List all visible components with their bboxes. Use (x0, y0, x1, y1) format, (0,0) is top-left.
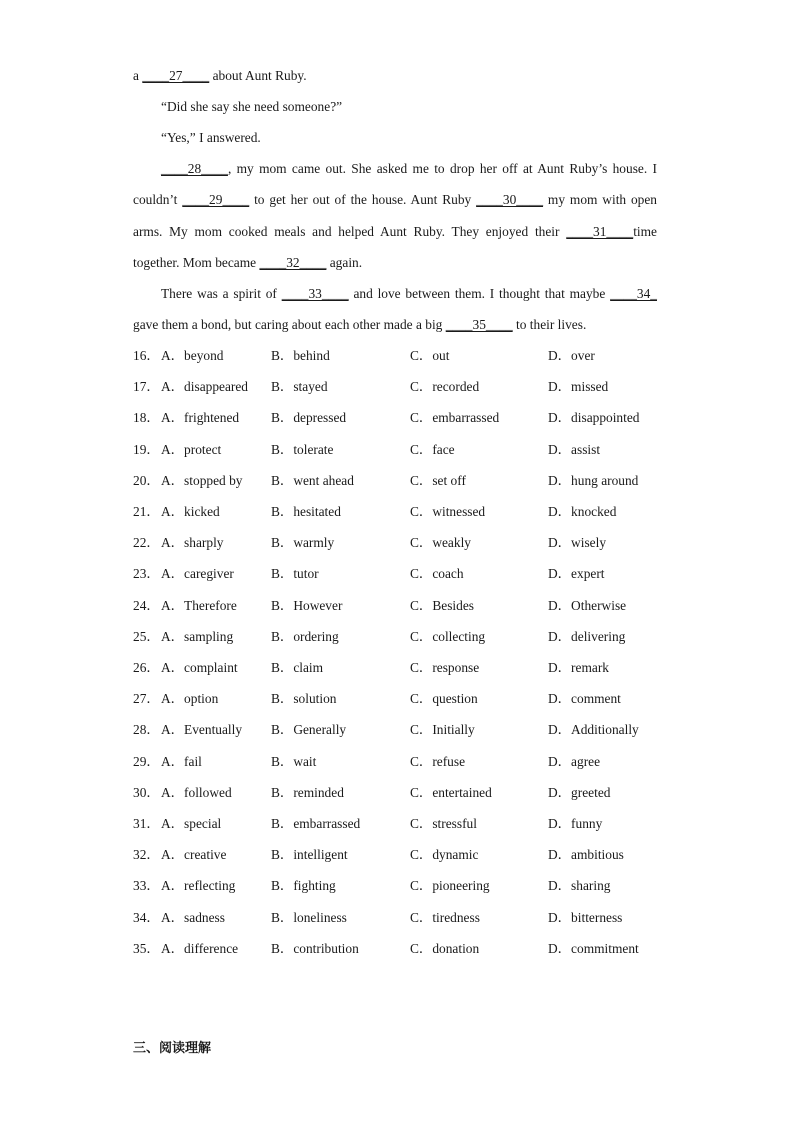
option-d[interactable]: D．delivering (548, 629, 626, 644)
section-heading: 三、阅读理解 (133, 1041, 212, 1056)
passage-text: together. Mom became (133, 255, 260, 270)
option-d[interactable]: D．disappointed (548, 410, 640, 425)
option-d[interactable]: D．Additionally (548, 722, 639, 737)
option-a[interactable]: A．sadness (161, 910, 225, 925)
option-a[interactable]: A．difference (161, 941, 239, 956)
option-d[interactable]: D．bitterness (548, 910, 623, 925)
option-b[interactable]: B．behind (271, 348, 330, 363)
option-b[interactable]: B．reminded (271, 785, 344, 800)
question-number: 18． (133, 410, 160, 425)
option-c[interactable]: C．out (410, 348, 450, 363)
option-d[interactable]: D．Otherwise (548, 598, 627, 613)
passage-text: my mom with open (543, 192, 658, 207)
option-b[interactable]: B．warmly (271, 535, 335, 550)
option-c[interactable]: C．coach (410, 566, 464, 581)
passage-text: , my mom came out. She asked me to drop her off at Aunt Ruby’s house. I (227, 161, 657, 176)
option-a[interactable]: A．sharply (161, 535, 224, 550)
passage-text: a (133, 68, 143, 83)
passage-line-4 (161, 160, 657, 178)
option-a[interactable]: A．caregiver (161, 566, 234, 581)
option-c[interactable]: C．refuse (410, 754, 466, 769)
option-d[interactable]: D．greeted (548, 785, 611, 800)
question-number: 31． (133, 816, 160, 831)
question-number: 17． (133, 379, 160, 394)
option-d[interactable]: D．comment (548, 691, 621, 706)
option-a[interactable]: A．special (161, 816, 222, 831)
option-a[interactable]: A．complaint (161, 660, 238, 675)
blank-32: ____32____ (259, 255, 327, 270)
question-number: 35． (133, 941, 160, 956)
question-number: 21． (133, 504, 160, 519)
blank-35: ____35____ (445, 317, 513, 332)
question-number: 24． (133, 598, 160, 613)
passage-text: to get her out of the house. Aunt Ruby (249, 192, 477, 207)
option-b[interactable]: B．embarrassed (271, 816, 361, 831)
option-b[interactable]: B．Generally (271, 722, 347, 737)
option-d[interactable]: D．funny (548, 816, 603, 831)
passage-line-8 (161, 285, 657, 303)
passage-line-9 (133, 316, 657, 334)
option-b[interactable]: B．claim (271, 660, 324, 675)
question-number: 33． (133, 878, 160, 893)
question-number: 16． (133, 348, 160, 363)
option-a[interactable]: A．disappeared (161, 379, 249, 394)
option-d[interactable]: D．sharing (548, 878, 611, 893)
option-b[interactable]: B．hesitated (271, 504, 341, 519)
option-b[interactable]: B．stayed (271, 379, 328, 394)
passage-text: to their lives. (512, 317, 587, 332)
option-a[interactable]: A．kicked (161, 504, 220, 519)
passage-text: about Aunt Ruby. (209, 68, 307, 83)
passage-line-7 (133, 254, 657, 272)
option-c[interactable]: C．donation (410, 941, 480, 956)
option-c[interactable]: C．recorded (410, 379, 480, 394)
question-number: 19． (133, 442, 160, 457)
option-c[interactable]: C．tiredness (410, 910, 480, 925)
option-a[interactable]: A．fail (161, 754, 202, 769)
option-a[interactable]: A．protect (161, 442, 222, 457)
question-number: 30． (133, 785, 160, 800)
option-a[interactable]: A．stopped by (161, 473, 243, 488)
option-b[interactable]: B．tutor (271, 566, 319, 581)
option-a[interactable]: A．Eventually (161, 722, 243, 737)
blank-30: ____30____ (476, 192, 544, 207)
question-number: 23． (133, 566, 160, 581)
option-a[interactable]: A．Therefore (161, 598, 237, 613)
option-d[interactable]: D．agree (548, 754, 601, 769)
option-b[interactable]: B．ordering (271, 629, 339, 644)
passage-text: couldn’t (133, 192, 183, 207)
passage-line-1 (133, 67, 657, 85)
option-c[interactable]: C．Initially (410, 722, 475, 737)
question-number: 34． (133, 910, 160, 925)
option-a[interactable]: A．option (161, 691, 219, 706)
question-number: 27． (133, 691, 160, 706)
passage-text: time (633, 224, 657, 239)
passage-text: arms. My mom cooked meals and helped Aunt Ruby. They enjoyed their (133, 224, 567, 239)
option-a[interactable]: A．sampling (161, 629, 234, 644)
question-number: 25． (133, 629, 160, 644)
passage-line-3: “Yes,” I answered. (161, 130, 261, 145)
option-d[interactable]: D．missed (548, 379, 609, 394)
passage-line-2: “Did she say she need someone?” (161, 99, 343, 114)
option-d[interactable]: D．hung around (548, 473, 639, 488)
blank-28: ____28____ (161, 161, 228, 176)
option-c[interactable]: C．Besides (410, 598, 474, 613)
option-a[interactable]: A．followed (161, 785, 232, 800)
option-c[interactable]: C．response (410, 660, 480, 675)
option-b[interactable]: B．However (271, 598, 343, 613)
option-b[interactable]: B．loneliness (271, 910, 347, 925)
option-a[interactable]: A．beyond (161, 348, 224, 363)
blank-29: ____29____ (182, 192, 250, 207)
option-d[interactable]: D．commitment (548, 941, 639, 956)
option-d[interactable]: D．expert (548, 566, 605, 581)
option-c[interactable]: C．witnessed (410, 504, 486, 519)
question-number: 29． (133, 754, 160, 769)
passage-text: again. (326, 255, 363, 270)
option-c[interactable]: C．dynamic (410, 847, 479, 862)
blank-27: ____27____ (142, 68, 210, 83)
option-d[interactable]: D．knocked (548, 504, 617, 519)
blank-34: ____34_ (610, 286, 657, 301)
option-c[interactable]: C．weakly (410, 535, 471, 550)
option-c[interactable]: C．question (410, 691, 478, 706)
option-c[interactable]: C．stressful (410, 816, 477, 831)
option-b[interactable]: B．went ahead (271, 473, 354, 488)
option-b[interactable]: B．fighting (271, 878, 336, 893)
question-number: 22． (133, 535, 160, 550)
option-c[interactable]: C．set off (410, 473, 466, 488)
question-number: 26． (133, 660, 160, 675)
question-number: 28． (133, 722, 160, 737)
option-c[interactable]: C．embarrassed (410, 410, 500, 425)
blank-31: ____31____ (566, 224, 634, 239)
passage-text: and love between them. I thought that maybe (348, 286, 611, 301)
option-b[interactable]: B．tolerate (271, 442, 334, 457)
passage-line-5 (133, 191, 657, 209)
option-d[interactable]: D．remark (548, 660, 609, 675)
option-d[interactable]: D．over (548, 348, 595, 363)
option-a[interactable]: A．frightened (161, 410, 240, 425)
question-number: 20． (133, 473, 160, 488)
passage-text: gave them a bond, but caring about each other made a big (133, 317, 446, 332)
option-c[interactable]: C．collecting (410, 629, 486, 644)
passage-line-6 (133, 223, 657, 241)
option-b[interactable]: B．solution (271, 691, 337, 706)
passage-text: There was a spirit of (161, 286, 282, 301)
option-b[interactable]: B．intelligent (271, 847, 348, 862)
option-a[interactable]: A．reflecting (161, 878, 236, 893)
option-c[interactable]: C．face (410, 442, 455, 457)
option-c[interactable]: C．pioneering (410, 878, 490, 893)
option-d[interactable]: D．wisely (548, 535, 607, 550)
option-a[interactable]: A．creative (161, 847, 227, 862)
option-b[interactable]: B．contribution (271, 941, 359, 956)
option-b[interactable]: B．wait (271, 754, 317, 769)
blank-33: ____33____ (281, 286, 349, 301)
question-number: 32． (133, 847, 160, 862)
option-d[interactable]: D．assist (548, 442, 601, 457)
option-b[interactable]: B．depressed (271, 410, 347, 425)
option-d[interactable]: D．ambitious (548, 847, 624, 862)
option-c[interactable]: C．entertained (410, 785, 492, 800)
